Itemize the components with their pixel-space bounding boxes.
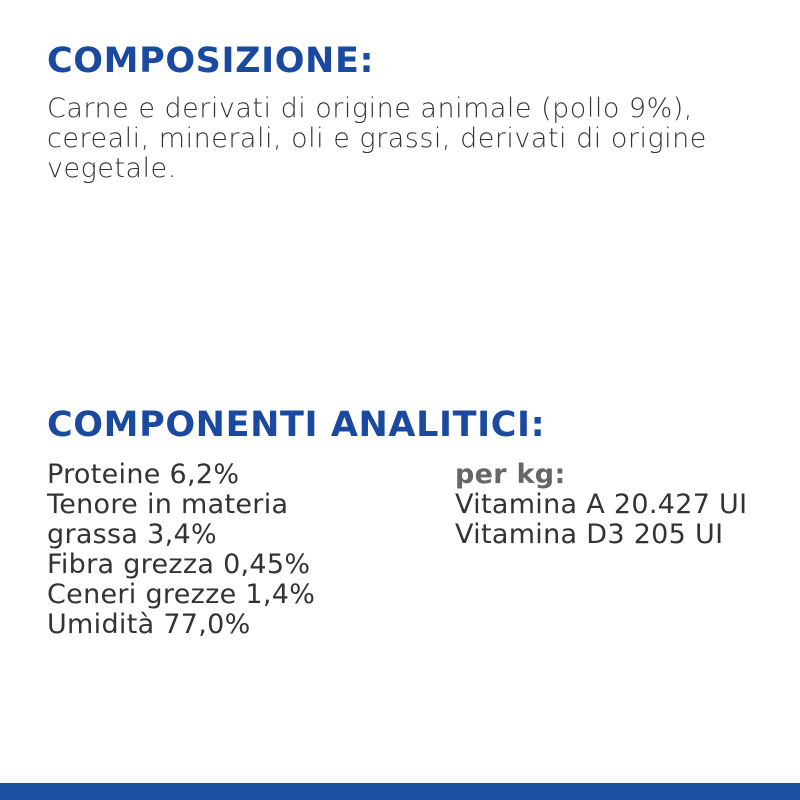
per-kg-label: per kg: [455,459,566,490]
analytics-right-list [455,460,785,550]
analytics-item-fiber: Fibra grezza 0,45% [47,549,311,580]
composition-heading: COMPOSIZIONE: [47,41,375,81]
analytics-item-ash: Ceneri grezze 1,4% [47,579,316,610]
bottom-band [0,783,800,800]
analytics-item-moisture: Umidità 77,0% [47,609,251,640]
analytics-item-protein: Proteine 6,2% [47,459,240,490]
analytics-item-vitamin-d3: Vitamina D3 205 UI [455,519,724,550]
analytics-left-list [47,460,367,640]
analytics-heading: COMPONENTI ANALITICI: [47,405,546,445]
analytics-item-fat: Tenore in materia grassa 3,4% [47,489,289,550]
analytics-item-vitamin-a: Vitamina A 20.427 UI [455,489,748,520]
composition-text: Carne e derivati di origine animale (pollo 9%), cereali, minerali, oli e grassi, derivati di origine vegetale. [47,93,707,184]
